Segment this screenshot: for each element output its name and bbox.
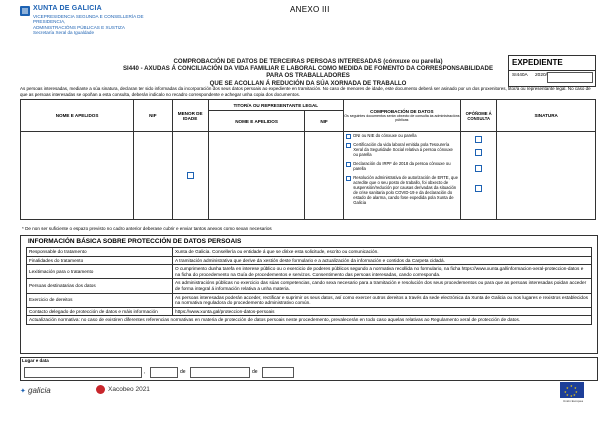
guardian-name-cell[interactable] xyxy=(208,132,305,220)
dp-row xyxy=(27,248,592,257)
document-label: Certificación da vida laboral emitida pola Tesourería Xeral da Seguridade Social relativa á persoa cónxuxe ou parella xyxy=(353,142,453,157)
header-name: NOME E APELIDOS xyxy=(21,100,134,132)
dp-row xyxy=(27,316,592,325)
dp-value[interactable]: https://www.xunta.gal/proteccion-datos-persoais xyxy=(173,307,592,316)
expediente-code: SI440A xyxy=(512,73,528,78)
minor-checkbox[interactable] xyxy=(187,172,194,179)
dp-row xyxy=(27,307,592,316)
header-signature: SINATURA xyxy=(497,100,596,132)
dp-value: A tramitación administrativa que derive da xestión deste formulario e a actualización da información e contidos da Carpeta cidadá. xyxy=(173,256,592,265)
month-field[interactable] xyxy=(190,367,250,378)
data-protection-table xyxy=(26,247,592,325)
month-year-separator: de xyxy=(252,369,258,375)
document-label: Declaración do IRPF de 2018 da persoa cónxuxe ou parella xyxy=(353,161,451,171)
org-name: XUNTA DE GALICIA xyxy=(33,5,102,12)
document-item xyxy=(344,141,460,160)
header-nif: NIF xyxy=(134,100,172,132)
xacobeo-logo-icon xyxy=(96,385,105,394)
person-nif-cell[interactable] xyxy=(134,132,172,220)
guardian-nif-cell[interactable] xyxy=(305,132,343,220)
org-department xyxy=(33,14,173,36)
dp-key: Exercicio de dereitos xyxy=(27,293,173,307)
document-checkbox[interactable] xyxy=(346,134,352,140)
dp-key: Finalidades do tratamento xyxy=(27,256,173,265)
document-label: Resolución administrativa de autorización de ERTE, que acredite que o seu posto de traballo, foi obxecto de suspensión/redución por causas derivadas da situación de crise sanitaria polo COVID-19 e da declaración do estado de alarma, cando fose expedida pola Xunta de Galicia xyxy=(353,175,458,205)
year-field[interactable] xyxy=(262,367,294,378)
galicia-logo-icon: ✦ xyxy=(20,388,26,395)
header-oppose: OPÓÑOME Á CONSULTA xyxy=(461,100,497,132)
dp-value: O cumprimento dunha tarefa en interese público ou o exercicio de poderes públicos segundo a normativa recollida no formulario, na ficha https://www.xunta.gal/informacion-xeral-proteccion-datos e na ficha do procedemento na Guía de procedementos e servizos. Consentimento das persoas interesadas, cando corresponda. xyxy=(173,265,592,279)
document-item xyxy=(344,160,460,174)
person-name-cell[interactable] xyxy=(21,132,134,220)
expediente-year: 2020/ xyxy=(535,73,548,78)
org-sub-line-2: ADMINISTRACIÓNS PÚBLICAS E XUSTIZA xyxy=(33,24,125,30)
document-item xyxy=(344,174,460,206)
title-line-3: QUE SE ACOLLAN Á REDUCIÓN DA SÚA XORNADA DE TRABALLO xyxy=(209,79,407,87)
title-line-1: COMPROBACIÓN DE DATOS DE TERCEIRAS PERSOAS INTERESADAS (cónxuxe ou parella) xyxy=(173,58,443,65)
dp-value: As administracións públicas no exercicio das súas competencias, cando sexa necesario para a tramitación e resolución dos seus procedementos ou para que as persoas interesadas poidan acceder de forma integral á información relativa a unha materia. xyxy=(173,279,592,293)
header-minor: MENOR DE IDADE xyxy=(172,100,208,132)
oppose-cell xyxy=(461,132,497,220)
document-checkbox[interactable] xyxy=(346,162,352,168)
dp-row xyxy=(27,279,592,293)
place-field[interactable] xyxy=(24,367,142,378)
document-checkbox[interactable] xyxy=(346,143,352,149)
documents-cell xyxy=(343,132,460,220)
header-data-check-sub: Os seguintes documentos serán obxecto de consulta ás administracións públicas xyxy=(344,113,460,122)
place-date-label: Lugar e data xyxy=(22,358,49,363)
dp-row xyxy=(27,256,592,265)
dp-value: As persoas interesadas poderán acceder, rectificar e suprimir os seus datos, así como exercer outros dereitos a través da sede electrónica da Xunta de Galicia ou nos lugares e rexistros establecidos na normativa reguladora do procedemento administrativo común. xyxy=(173,293,592,307)
dp-key: Lexitimación para o tratamento xyxy=(27,265,173,279)
data-protection-title: INFORMACIÓN BÁSICA SOBRE PROTECCIÓN DE DATOS PERSOAIS xyxy=(28,238,242,245)
xunta-logo-icon xyxy=(20,6,30,16)
xacobeo-logo-text: Xacobeo 2021 xyxy=(108,386,150,393)
expediente-number-field[interactable] xyxy=(547,72,593,83)
expediente-box xyxy=(508,55,596,87)
oppose-checkbox-vida-laboral[interactable] xyxy=(475,149,482,156)
title-line-2: SI440 - AXUDAS Á CONCILIACIÓN DA VIDA FAMILIAR E LABORAL COMO MEDIDA DE FOMENTO DA CORRESPONSABILIDADE PARA OS TRABALLADORES xyxy=(122,65,494,80)
document-item xyxy=(344,132,460,141)
header-data-check-title: COMPROBACIÓN DE DATOS xyxy=(370,108,434,114)
org-sub-line-1: VICEPRESIDENCIA SEGUNDA E CONSELLERÍA DE PRESIDENCIA, xyxy=(33,14,144,25)
document-checkbox[interactable] xyxy=(346,176,352,182)
interested-persons-table xyxy=(20,99,596,220)
intro-text: As persoas interesadas, mediante a súa sinatura, declaran ter sido informadas da incorporación dos seus datos persoais ao expediente en tramitación. No caso de menores de idade, este documento deberá ser asinado por un dos proxenitores, titor/a ou representante legal. No caso de que as persoas interesadas se opoñan a esta consulta, deberán indicalo no recadro correspondente e achegar unha copia dos documentos. xyxy=(20,86,591,97)
oppose-checkbox-erte[interactable] xyxy=(475,185,482,192)
annex-label: ANEXO III xyxy=(290,5,330,14)
dp-value: Xunta de Galicia. Consellería ou entidade á que se dirixe esta solicitude, escrito ou comunicación. xyxy=(173,248,592,257)
eu-caption: Unión Europea xyxy=(562,399,583,403)
day-month-separator: de xyxy=(180,369,186,375)
header-guardian-name: NOME E APELIDOS xyxy=(208,111,305,132)
dp-row xyxy=(27,293,592,307)
place-separator: , xyxy=(144,369,146,375)
document-label: DNI ou NIE do cónxuxe ou parella xyxy=(353,133,417,138)
dp-row xyxy=(27,265,592,279)
header-guardian-nif: NIF xyxy=(305,111,343,132)
minor-cell xyxy=(172,132,208,220)
eu-flag-icon: ★ ★ ★ ★ ★ ★ ★ ★ xyxy=(560,382,584,398)
oppose-checkbox-irpf[interactable] xyxy=(475,165,482,172)
org-sub-line-3: Secretaría Xeral da Igualdade xyxy=(33,30,95,36)
galicia-logo-text: galicia xyxy=(28,386,51,395)
dp-key: Persoas destinatarias dos datos xyxy=(27,279,173,293)
header-guardian: TITOR/A OU REPRESENTANTE LEGAL xyxy=(208,100,343,111)
footnote: * De non ser suficiente o espazo previsto no cadro anterior deberase cubrir e enviar tantos anexos como sexan necesarios xyxy=(22,226,272,231)
dp-key: Contacto delegado de protección de datos e máis información xyxy=(27,307,173,316)
header-data-check xyxy=(343,100,460,132)
dp-final-note: Actualización normativa: no caso de existiren diferentes referencias normativas en materia de protección de datos persoais neste procedemento, prevalecerán en todo caso aquelas relativas ao Regulamento xeral de protección de datos. xyxy=(27,316,592,325)
dp-key: Responsable do tratamento xyxy=(27,248,173,257)
day-field[interactable] xyxy=(150,367,178,378)
expediente-label: EXPEDIENTE xyxy=(512,58,563,67)
oppose-checkbox-dni[interactable] xyxy=(475,136,482,143)
form-title xyxy=(118,58,498,87)
signature-cell[interactable] xyxy=(497,132,596,220)
